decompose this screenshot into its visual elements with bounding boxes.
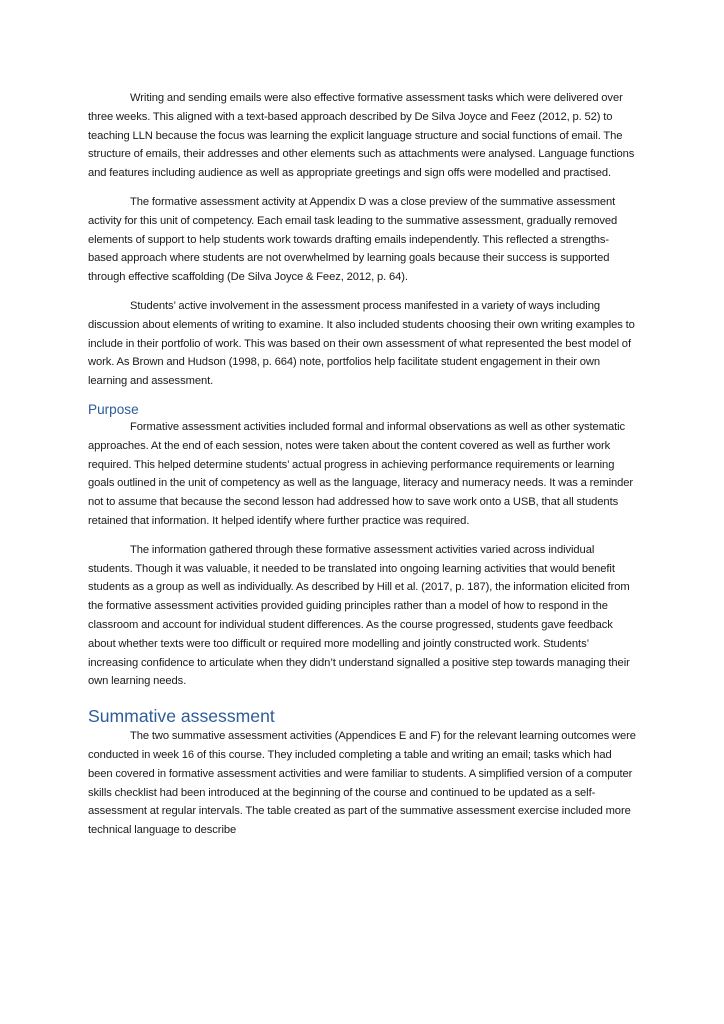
paragraph-appendix-d: The formative assessment activity at Appendix D was a close preview of the summative assessment activity for this unit of competency. Each email task leading to the summative assessment, gradually removed elements of support to help students work towards drafting emails independently. This reflected a strengths-based approach where students are not overwhelmed by learning goals because their success is supported through effective scaffolding (De Silva Joyce & Feez, 2012, p. 64). <box>88 195 618 284</box>
heading-summative-assessment: Summative assessment <box>88 706 275 727</box>
paragraph-student-involvement: Students’ active involvement in the assessment process manifested in a variety of ways including discussion about elements of writing to examine. It also included students choosing their own writing examples to include in their portfolio of work. This was based on their own assessment of what represented the best model of work. As Brown and Hudson (1998, p. 664) note, portfolios help facilitate student engagement in their own learning and assessment. <box>88 299 635 388</box>
document-body <box>88 89 638 850</box>
paragraph-summative-activities: The two summative assessment activities (Appendices E and F) for the relevant learning outcomes were conducted in week 16 of this course. They included completing a table and writing an email; tasks which had been covered in formative assessment activities and were familiar to students. A simplified version of a computer skills checklist had been introduced at the beginning of the course and continued to be updated as a self-assessment at regular intervals. The table created as part of the summative assessment exercise included more technical language to describe <box>88 730 636 837</box>
paragraph-emails: Writing and sending emails were also effective formative assessment tasks which were delivered over three weeks. This aligned with a text-based approach described by De Silva Joyce and Feez (2012, p. 52) to teaching LLN because the focus was learning the explicit language structure and social functions of email. The structure of emails, their addresses and other elements such as attachments were analysed. Language functions and features including audience as well as appropriate greetings and sign offs were modelled and practised. <box>88 92 635 180</box>
heading-purpose: Purpose <box>88 401 139 417</box>
paragraph-information-gathered: The information gathered through these formative assessment activities varied across individual students. Though it was valuable, it needed to be translated into ongoing learning activities that would benefit students as a group as well as individually. As described by Hill et al. (2017, p. 187), the information elicited from the formative assessment activities provided guiding principles rather than a model of how to respond in the classroom and account for individual student differences. As the course progressed, students gave feedback about whether texts were too difficult or required more modelling and jointly constructed work. Students’ increasing confidence to articulate when they didn’t understand signalled a positive step towards managing their own learning needs. <box>88 543 630 688</box>
paragraph-formative-activities: Formative assessment activities included formal and informal observations as well as other systematic approaches. At the end of each session, notes were taken about the content covered as well as further work required. This helped determine students’ actual progress in achieving performance requirements or learning goals outlined in the unit of competency as well as the language, literacy and numeracy needs. It was a reminder not to assume that because the second lesson had addressed how to save work onto a USB, that all students retained that information. It helped identify where further practice was required. <box>88 420 634 527</box>
